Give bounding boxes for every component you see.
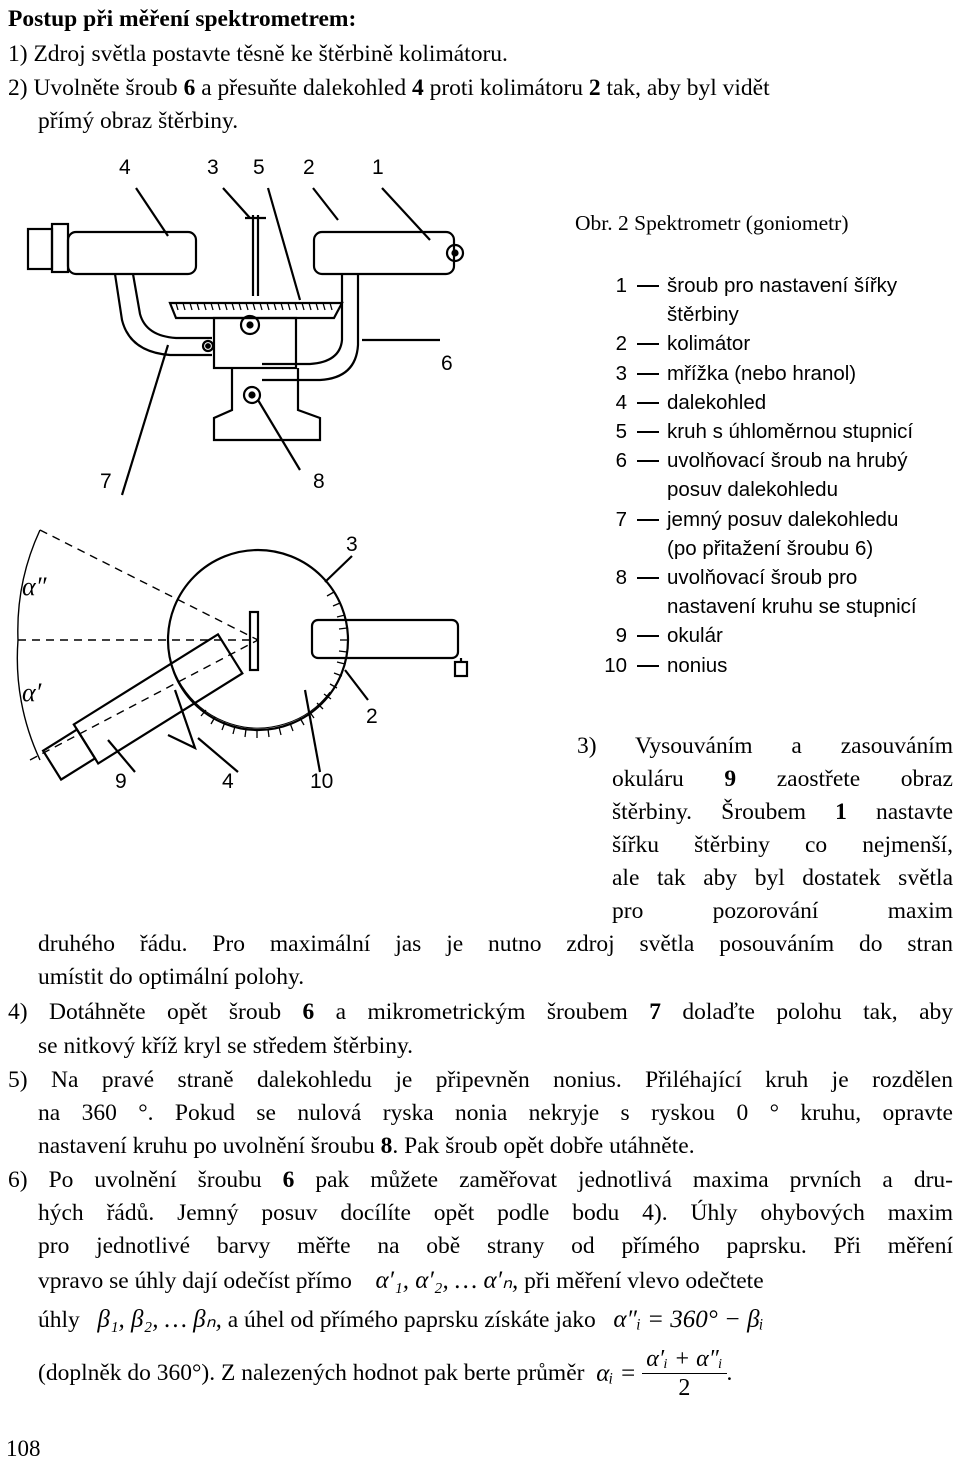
alpha-double-prime-label: α″ bbox=[22, 572, 47, 601]
alpha-prime-label: α′ bbox=[22, 678, 42, 707]
step-3-line7: druhého řádu. Pro maximální jas je nutno zdroj světla posouváním do stran bbox=[38, 931, 953, 957]
step-6-line3: pro jednotlivé barvy měřte na obě strany od přímého paprsku. Při měření bbox=[38, 1233, 953, 1259]
legend-item: 2 kolimátor bbox=[597, 329, 917, 358]
label-10: 10 bbox=[310, 770, 334, 793]
step-3-line4: šířku štěrbiny co nejmenší, bbox=[612, 832, 953, 858]
label-1-top: 1 bbox=[372, 156, 384, 179]
label-4-bottom: 4 bbox=[222, 770, 234, 793]
step-6-line6: (doplněk do 360°). Z nalezených hodnot pak berte průměr αᵢ = $\frac{\text{α′ᵢ + α″ᵢ}}{2}$ . bbox=[38, 1346, 733, 1401]
step-5-line1: 5) Na pravé straně dalekohledu je připevněn nonius. Přiléhající kruh je rozdělen bbox=[8, 1067, 953, 1093]
label-3-top: 3 bbox=[207, 156, 219, 179]
step-6-line2: hých řádů. Jemný posuv docílíte opět podle bodu 4). Úhly ohybových maxim bbox=[38, 1200, 953, 1226]
page-number: 108 bbox=[6, 1436, 41, 1461]
alpha-double-prime-formula: α″ᵢ = 360° − βᵢ bbox=[613, 1306, 764, 1333]
legend-item: 7 jemný posuv dalekohledu bbox=[597, 505, 917, 534]
step-6-line5: úhly β₁, β₂, … βₙ, a úhel od přímého paprsku získáte jako α″ᵢ = 360° − βᵢ bbox=[38, 1306, 764, 1333]
legend-item: 1 šroub pro nastavení šířky bbox=[597, 271, 917, 300]
beta-left-angles: β₁, β₂, … βₙ, bbox=[97, 1306, 222, 1333]
mean-fraction: $\frac{\text{α′ᵢ + α″ᵢ}}{2}$ bbox=[642, 1345, 726, 1402]
legend-item: 10 nonius bbox=[597, 651, 917, 680]
step-2: 2) Uvolněte šroub 6 a přesuňte dalekohled 4 proti kolimátoru 2 tak, aby byl vidět bbox=[8, 75, 770, 101]
step-4-line1: 4) Dotáhněte opět šroub 6 a mikrometrickým šroubem 7 dolaďte polohu tak, aby bbox=[8, 999, 953, 1025]
step-3-line3: štěrbiny. Šroubem 1 nastavte bbox=[612, 799, 953, 825]
step-4-line2: se nitkový kříž kryl se středem štěrbiny. bbox=[38, 1033, 414, 1059]
legend-item: 5 kruh s úhloměrnou stupnicí bbox=[597, 417, 917, 446]
legend-item: 3 mřížka (nebo hranol) bbox=[597, 359, 917, 388]
step-3-line2: okuláru 9 zaostřete obraz bbox=[612, 766, 953, 792]
label-8: 8 bbox=[313, 470, 325, 493]
legend-item-cont: štěrbiny bbox=[667, 303, 739, 327]
alpha-mean-lhs: αᵢ = bbox=[596, 1360, 637, 1387]
label-2-bottom: 2 bbox=[366, 705, 378, 728]
legend-item: 6 uvolňovací šroub na hrubý bbox=[597, 446, 917, 475]
legend-item: 9 okulár bbox=[597, 621, 917, 650]
figure-caption: Obr. 2 Spektrometr (goniometr) bbox=[575, 211, 849, 235]
legend-item: 4 dalekohled bbox=[597, 388, 917, 417]
label-9: 9 bbox=[115, 770, 127, 793]
step-3-line6: pro pozorování maxim bbox=[612, 898, 953, 924]
step-5-line2: na 360 °. Pokud se nulová ryska nonia nekryje s ryskou 0 ° kruhu, opravte bbox=[38, 1100, 953, 1126]
label-2-top: 2 bbox=[303, 156, 315, 179]
label-4-top: 4 bbox=[119, 156, 131, 179]
spectrometer-figure bbox=[0, 150, 590, 810]
step-6-line4: vpravo se úhly dají odečíst přímo α′₁, α′₂, … α′ₙ, při měření vlevo odečtete bbox=[38, 1267, 764, 1294]
step-3-line8: umístit do optimální polohy. bbox=[38, 964, 305, 990]
figure-legend bbox=[597, 271, 917, 680]
label-5-top: 5 bbox=[253, 156, 265, 179]
step-1: 1) Zdroj světla postavte těsně ke štěrbině kolimátoru. bbox=[8, 41, 508, 67]
legend-item: 8 uvolňovací šroub pro bbox=[597, 563, 917, 592]
legend-item-cont: (po přitažení šroubu 6) bbox=[667, 536, 874, 560]
step-6-line1: 6) Po uvolnění šroubu 6 pak můžete zaměřovat jednotlivá maxima prvních a dru- bbox=[8, 1167, 953, 1193]
label-7: 7 bbox=[100, 470, 112, 493]
step-3-line5: ale tak aby byl dostatek světla bbox=[612, 865, 953, 891]
step-3-line1: 3) Vysouváním a zasouváním bbox=[577, 733, 953, 759]
label-6: 6 bbox=[441, 352, 453, 375]
legend-item-cont: nastavení kruhu se stupnicí bbox=[667, 595, 917, 619]
step-5-line3: nastavení kruhu po uvolnění šroubu 8. Pak šroub opět dobře utáhněte. bbox=[38, 1133, 695, 1159]
page-heading: Postup při měření spektrometrem: bbox=[8, 6, 357, 32]
step-2-line2: přímý obraz štěrbiny. bbox=[38, 108, 239, 134]
label-3-mid: 3 bbox=[346, 533, 358, 556]
legend-item-cont: posuv dalekohledu bbox=[667, 478, 838, 502]
alpha-right-angles: α′₁, α′₂, … α′ₙ, bbox=[375, 1267, 519, 1294]
